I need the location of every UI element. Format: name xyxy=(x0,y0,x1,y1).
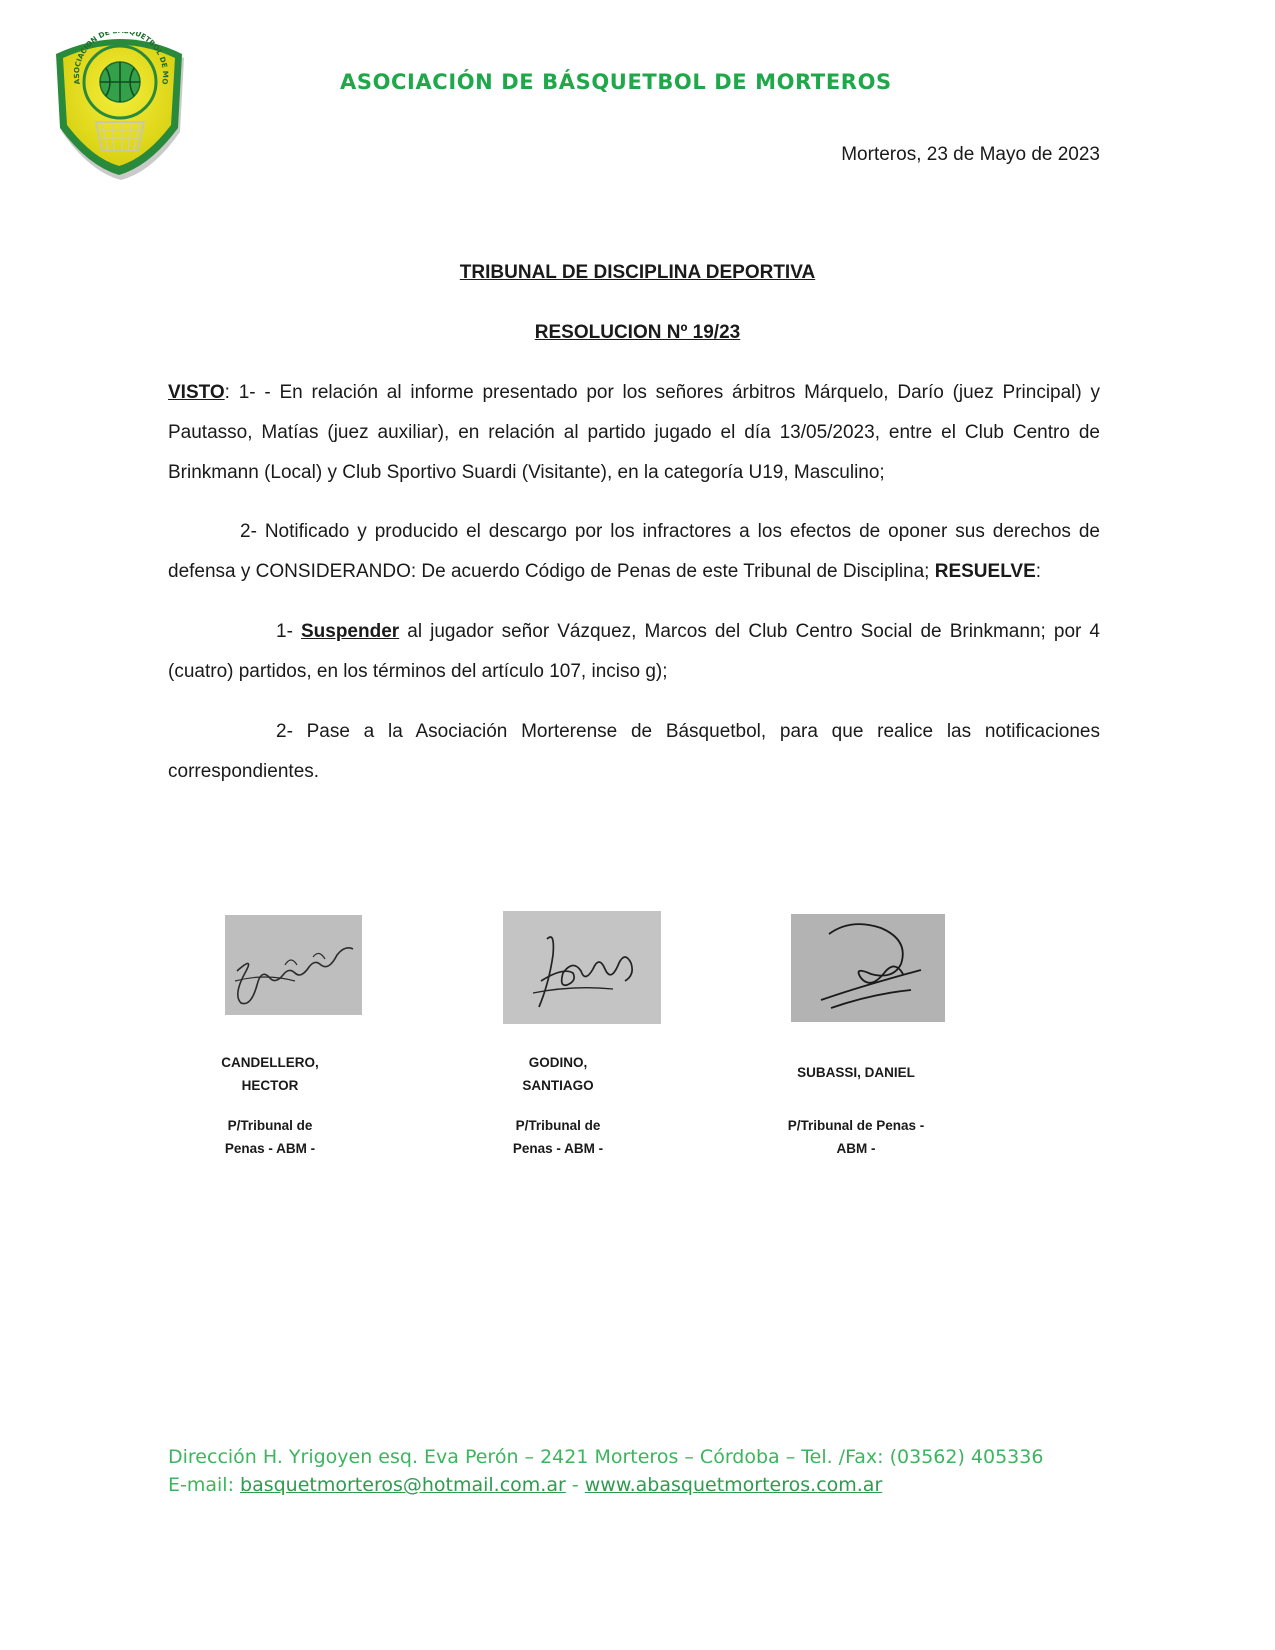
considerando-text: 2- Notificado y producido el descargo por los infractores a los efectos de oponer sus derechos de defensa y CONSIDERANDO: De acuerdo Código de Penas de este Tribunal de Disciplina; xyxy=(168,521,1100,582)
visto-paragraph xyxy=(168,373,1100,493)
logo-text: ASOCIACION DE UETBOL DE MO xyxy=(71,32,171,86)
signature-candellero xyxy=(225,915,362,1015)
resolution-item-1 xyxy=(168,612,1100,692)
considerando-paragraph xyxy=(168,512,1100,592)
signature-godino xyxy=(503,911,661,1024)
tribunal-heading: TRIBUNAL DE DISCIPLINA DEPORTIVA xyxy=(459,262,816,283)
signatory-2-name: GODINO, SANTIAGO xyxy=(522,1055,594,1093)
signatory-2-role: P/Tribunal de Penas - ABM - xyxy=(512,1118,604,1156)
association-logo xyxy=(52,32,190,182)
signature-subassi xyxy=(791,914,945,1022)
footer-separator: - xyxy=(565,1474,585,1496)
signatory-3-role: P/Tribunal de Penas - ABM - xyxy=(787,1118,925,1156)
footer xyxy=(168,1443,1043,1499)
organization-title: ASOCIACIÓN DE BÁSQUETBOL DE MORTEROS xyxy=(340,70,892,94)
email-link[interactable]: basquetmorteros@hotmail.com.ar xyxy=(240,1474,566,1496)
resuelve-colon: : xyxy=(1035,561,1042,582)
footer-address: Dirección H. Yrigoyen esq. Eva Perón – 2421 Morteros – Córdoba – Tel. /Fax: (03562) 405336 xyxy=(168,1446,1044,1468)
visto-text: : 1- - En relación al informe presentado por los señores árbitros Márquelo, Darío (juez Principal) y Pautasso, Matías (juez auxiliar), en relación al partido jugado el día 13/05/2023, entre el Club Centro de Brinkmann (Local) y Club Sportivo Suardi (Visitante), en la categoría U19, Masculino; xyxy=(168,382,1100,483)
visto-label: VISTO xyxy=(168,382,225,403)
document-date: Morteros, 23 de Mayo de 2023 xyxy=(841,144,1100,165)
signatory-1-role: P/Tribunal de Penas - ABM - xyxy=(224,1118,316,1156)
website-link[interactable]: www.abasquetmorteros.com.ar xyxy=(584,1474,883,1496)
signatory-3-name: SUBASSI, DANIEL xyxy=(797,1065,915,1080)
item1-text: al jugador señor Vázquez, Marcos del Club Centro Social de Brinkmann; por 4 (cuatro) partidos, en los términos del artículo 107, inciso g); xyxy=(168,621,1100,682)
item1-number: 1- xyxy=(276,621,301,642)
resuelve-label: RESUELVE xyxy=(934,561,1036,582)
email-label: E-mail: xyxy=(168,1474,241,1496)
signatory-1-name: CANDELLERO, HECTOR xyxy=(221,1055,319,1093)
resolution-item-2 xyxy=(168,712,1100,792)
item1-verb: Suspender xyxy=(300,621,400,642)
resolution-heading: RESOLUCION Nº 19/23 xyxy=(534,322,741,343)
footer-contact xyxy=(168,1471,1043,1499)
item2-text: 2- Pase a la Asociación Morterense de Básquetbol, para que realice las notificaciones correspondientes. xyxy=(168,721,1100,782)
